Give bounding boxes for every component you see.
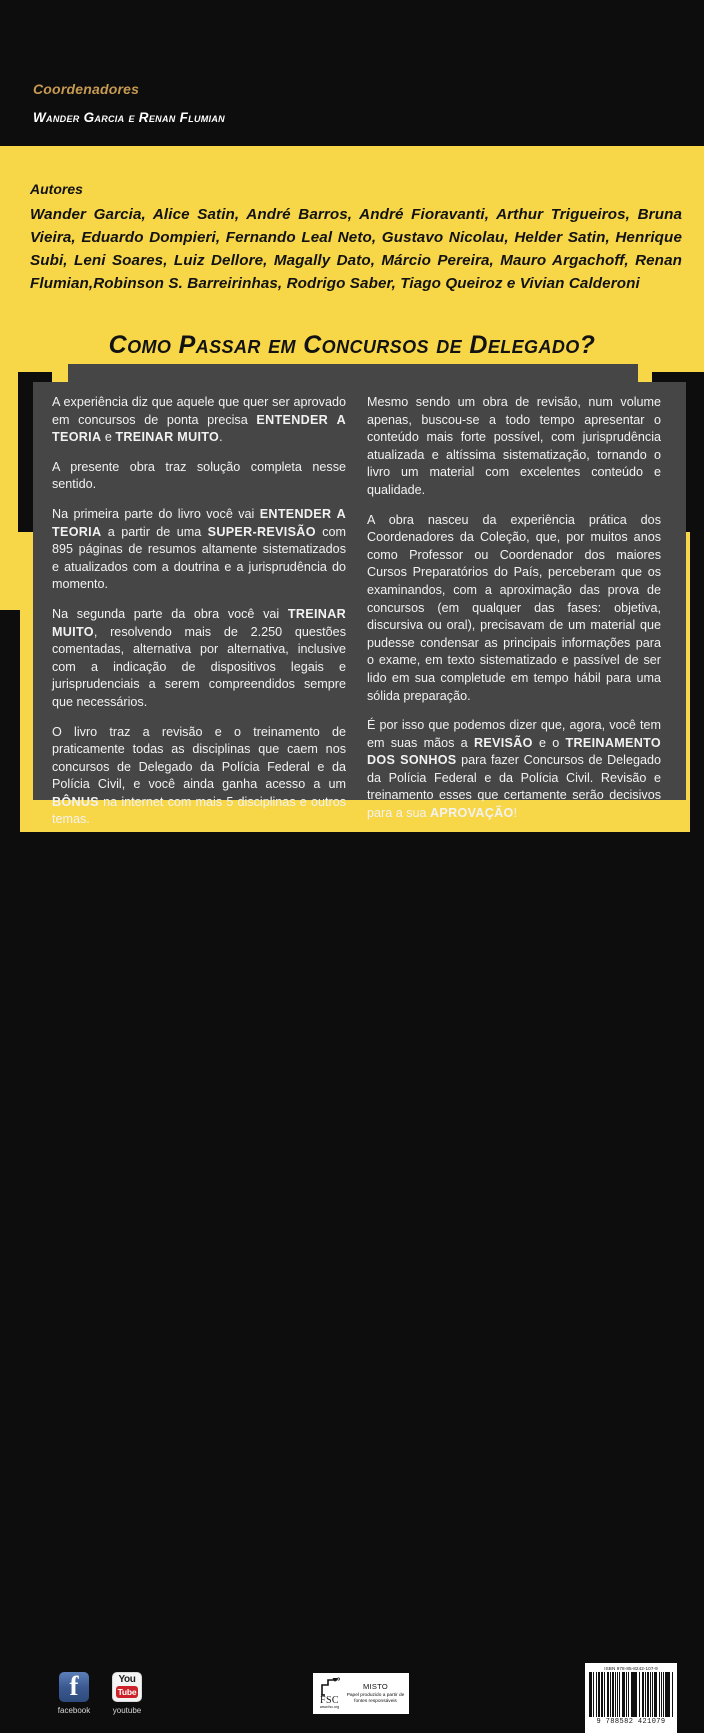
fsc-certification-label	[313, 1673, 409, 1714]
body-text: .	[219, 430, 223, 445]
body-emphasis: BÔNUS	[52, 794, 99, 809]
facebook-link[interactable]	[55, 1672, 93, 1715]
youtube-icon	[112, 1672, 142, 1702]
decorative-shadow-right-lower	[690, 532, 704, 832]
fsc-subtitle: Papel produzido a partir de fontes responsáveis	[346, 1692, 405, 1704]
coordinators-names: Wander Garcia e Renan Flumian	[33, 110, 225, 125]
youtube-icon-top: You	[118, 1674, 136, 1685]
content-panel-notch	[68, 364, 638, 382]
body-text: É por isso que podemos dizer que, agora, você tem em suas mãos a	[367, 718, 661, 750]
body-paragraph	[367, 394, 661, 500]
fsc-logo	[313, 1677, 346, 1710]
body-text: e o	[532, 735, 566, 750]
barcode-bars	[589, 1672, 673, 1717]
barcode-digits: 9 788582 421079	[596, 1718, 666, 1726]
fsc-tree-icon	[319, 1677, 341, 1697]
body-paragraph	[52, 459, 346, 494]
youtube-link[interactable]	[108, 1672, 146, 1715]
body-text: para fazer Concursos de Delegado da Polícia Federal e da Polícia Civil. Revisão e treinamento esses que certamente serão decisivos para a sua	[367, 753, 661, 821]
facebook-label: facebook	[57, 1706, 91, 1715]
fsc-url: www.fsc.org	[319, 1705, 340, 1710]
body-paragraph	[52, 506, 346, 594]
body-text: na internet com mais 5 disciplinas e outros temas.	[52, 794, 346, 827]
youtube-icon-bottom: Tube	[117, 1687, 137, 1697]
body-text: A experiência diz que aquele que quer ser aprovado em concursos de ponta precisa	[52, 395, 346, 427]
body-emphasis: SUPER-REVISÃO	[207, 524, 316, 539]
decorative-shadow-left-lower	[0, 610, 20, 832]
body-emphasis: TREINAR MUITO	[52, 606, 346, 639]
body-text: !	[513, 806, 518, 821]
barcode	[585, 1663, 677, 1733]
body-text: com 895 páginas de resumos altamente sistematizados e atualizados com a doutrina e a jurisprudência do momento.	[52, 524, 346, 592]
body-text: , resolvendo mais de 2.250 questões comentadas, alternativa por alternativa, inclusive com a indicação de dispositivos legais e jurisprudenciais a serem compreendidos sempre que necessários.	[52, 624, 346, 709]
body-paragraph	[367, 717, 661, 823]
coordinators-band	[0, 0, 704, 146]
body-text: Na primeira parte do livro você vai	[52, 506, 260, 521]
fsc-text-block	[346, 1682, 409, 1706]
authors-label: Autores	[30, 181, 83, 197]
body-text: Na segunda parte da obra você vai	[52, 606, 288, 621]
body-emphasis: ENTENDER A TEORIA	[52, 412, 346, 445]
youtube-label: youtube	[112, 1706, 142, 1715]
body-paragraph	[52, 606, 346, 712]
body-paragraph	[52, 724, 346, 830]
body-emphasis: TREINAMENTO DOS SONHOS	[367, 735, 661, 768]
fsc-title: MISTO	[362, 1681, 389, 1691]
body-text: A presente obra traz solução completa nesse sentido.	[52, 459, 346, 492]
body-paragraph	[52, 394, 346, 447]
isbn-text: ISBN 978-85-8242-107-9	[604, 1666, 658, 1671]
body-emphasis: REVISÃO	[473, 735, 533, 750]
page-title: Como Passar em Concursos de Delegado?	[108, 331, 596, 359]
body-emphasis: ENTENDER A TEORIA	[52, 506, 346, 539]
body-text: Mesmo sendo um obra de revisão, num volume apenas, buscou-se a todo tempo apresentar o conteúdo mais forte possível, com jurisprudência atualizada e altíssima sistematização, tornando o livro um material com excelentes conteúdo e qualidade.	[367, 395, 661, 497]
body-emphasis: APROVAÇÃO	[430, 806, 514, 821]
body-emphasis: TREINAR MUITO	[115, 430, 220, 445]
footer-band	[0, 832, 704, 1726]
body-column-left	[52, 394, 346, 829]
authors-list: Wander Garcia, Alice Satin, André Barros, André Fioravanti, Arthur Trigueiros, Bruna Vieira, Eduardo Dompieri, Fernando Leal Neto, Gustavo Nicolau, Helder Satin, Henrique Subi, Leni Soares, Luiz Dellore, Magally Dato, Márcio Pereira, Mauro Argachoff, Renan Flumian,Robinson S. Barreirinhas, Rodrigo Saber, Tiago Queiroz e Vivian Calderoni	[30, 206, 682, 292]
body-paragraph	[367, 512, 661, 706]
facebook-icon	[59, 1672, 89, 1702]
body-text: O livro traz a revisão e o treinamento de praticamente todas as disciplinas que caem nos concursos de Delegado da Polícia Federal e da Polícia Civil, e você ainda ganha acesso a um	[52, 724, 346, 792]
coordinators-label: Coordenadores	[33, 81, 140, 97]
body-text: e	[101, 430, 116, 445]
body-text: A obra nasceu da experiência prática dos Coordenadores da Coleção, que, por muitos anos como Professor ou Coordenador dos maiores Cursos Preparatórios do País, perceberam que os examinandos, com a aproximação das prova de concursos (em qualquer das fases: objetiva, discursiva ou oral), precisavam de um material que pudesse condensar as principais informações para o exame, em texto sistematizado e passível de ser lido em sua completude em tempo hábil para uma sólida preparação.	[367, 512, 661, 703]
body-text: a partir de uma	[101, 524, 208, 539]
body-column-right	[367, 394, 661, 823]
fsc-abbreviation: FSC	[320, 1694, 339, 1706]
